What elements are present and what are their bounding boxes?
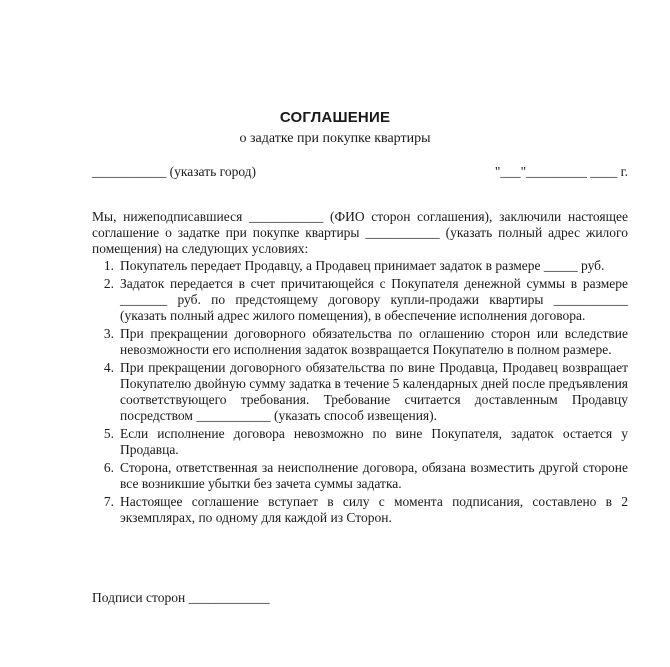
term-text: При прекращении договорного обязательства по оглашению сторон или вследствие невозможности его исполнения задаток возвращается Покупателю в полном размере. bbox=[120, 326, 628, 357]
term-number: 7. bbox=[103, 494, 114, 509]
term-text: Покупатель передает Продавцу, а Продавец принимает задаток в размере _____ руб. bbox=[120, 258, 605, 273]
term-text: Сторона, ответственная за неисполнение договора, обязана возместить другой стороне все возникшие убытки без зачета суммы задатка. bbox=[120, 460, 628, 491]
term-text: При прекращении договорного обязательства по вине Продавца, Продавец возвращает Покупателю двойную сумму задатка в течение 5 календарных дней после предъявления соответствующего требования. Требование считается доставленным Продавцу посредством ___________ (указать способ извещения). bbox=[120, 360, 628, 423]
place-date-line bbox=[92, 164, 628, 180]
signatures-line: Подписи сторон ____________ bbox=[92, 590, 270, 605]
term-text: Настоящее соглашение вступает в силу с момента подписания, составлено в 2 экземплярах, по одному для каждой из Сторон. bbox=[120, 494, 628, 525]
term-text: Задаток передается в счет причитающейся с Покупателя денежной суммы в размере _______ руб. по предстоящему договору купли-продажи квартиры ___________ (указать полный адрес жилого помещения), в обеспечение исполнения договора. bbox=[120, 276, 628, 323]
term-text: Если исполнение договора невозможно по вине Покупателя, задаток остается у Продавца. bbox=[120, 426, 628, 457]
list-item bbox=[92, 494, 628, 526]
list-item bbox=[92, 460, 628, 492]
term-number: 1. bbox=[103, 258, 114, 273]
terms-list bbox=[92, 258, 628, 528]
list-item bbox=[92, 426, 628, 458]
document-subtitle: о задатке при покупке квартиры bbox=[239, 131, 431, 146]
list-item bbox=[92, 258, 628, 274]
term-number: 2. bbox=[103, 276, 114, 291]
date-field: "___"_________ ____ г. bbox=[494, 164, 628, 179]
term-number: 4. bbox=[103, 360, 114, 375]
list-item bbox=[92, 276, 628, 324]
term-number: 5. bbox=[103, 426, 114, 441]
intro-paragraph: Мы, нижеподписавшиеся ___________ (ФИО сторон соглашения), заключили настоящее соглашение о задатке при покупке квартиры ___________ (указать полный адрес жилого помещения) на следующих условиях: bbox=[92, 209, 628, 256]
document-title: СОГЛАШЕНИЕ bbox=[279, 109, 391, 126]
term-number: 3. bbox=[103, 326, 114, 341]
list-item bbox=[92, 360, 628, 424]
term-number: 6. bbox=[103, 460, 114, 475]
city-field: ___________ (указать город) bbox=[92, 164, 257, 179]
list-item bbox=[92, 326, 628, 358]
